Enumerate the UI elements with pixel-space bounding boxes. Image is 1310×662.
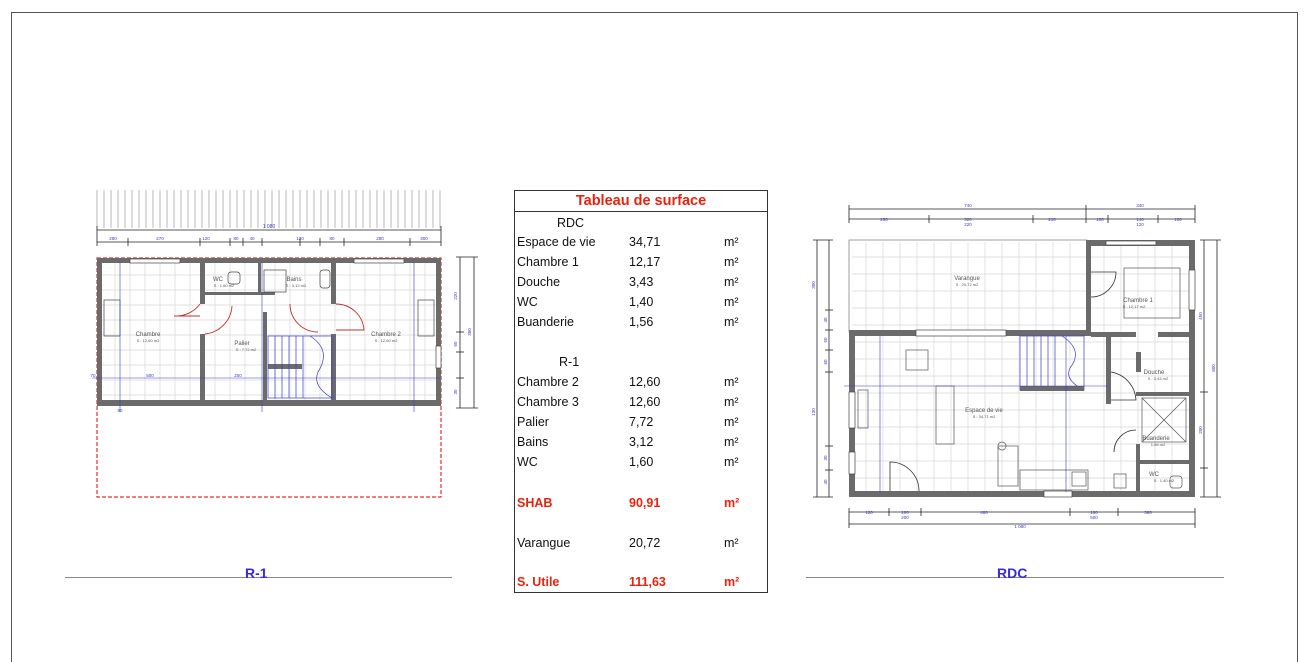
dim-right: 360 bbox=[467, 328, 472, 336]
dim-top: 140 bbox=[1136, 217, 1144, 222]
room-label: WC bbox=[213, 277, 223, 283]
dim-top: 320 bbox=[964, 217, 972, 222]
dim-top: 100 bbox=[1096, 217, 1104, 222]
dim-left: 300 bbox=[811, 281, 816, 289]
row-unit: m² bbox=[724, 395, 739, 409]
row-unit: m² bbox=[724, 415, 739, 429]
room-label: Douche bbox=[1143, 370, 1165, 376]
row-unit: m² bbox=[724, 575, 740, 589]
row-value: 1,60 bbox=[629, 455, 654, 469]
dim-top: 220 bbox=[964, 222, 972, 227]
row-value: 1,40 bbox=[629, 295, 654, 309]
room-label: Chambre 2 bbox=[371, 332, 401, 338]
row-value: 90,91 bbox=[629, 496, 661, 510]
surface-table bbox=[514, 190, 768, 593]
row-unit: m² bbox=[724, 455, 739, 469]
dim-right: 450 bbox=[1198, 312, 1203, 320]
walls bbox=[849, 240, 1195, 497]
row-value: 7,72 bbox=[629, 415, 654, 429]
table-row bbox=[515, 415, 769, 433]
row-name: WC bbox=[517, 295, 538, 309]
table-row bbox=[515, 435, 769, 453]
dim-bottom: 480 bbox=[980, 510, 988, 515]
dim-left: 50 bbox=[823, 337, 828, 343]
room-label: Bains bbox=[286, 277, 302, 283]
room-area: S : 1,60 m2 bbox=[213, 283, 235, 288]
room-area: S : 20,72 m2 bbox=[955, 282, 979, 287]
dim-top: 740 bbox=[964, 203, 972, 208]
dim-small: 70 bbox=[90, 373, 96, 378]
room-area: S : 1,40 m2 bbox=[1153, 478, 1175, 483]
dim-bottom: 360 bbox=[1144, 510, 1152, 515]
row-value: 20,72 bbox=[629, 536, 661, 550]
row-unit: m² bbox=[724, 255, 739, 269]
row-unit: m² bbox=[724, 375, 739, 389]
row-value: 12,60 bbox=[629, 395, 661, 409]
stair-wall bbox=[1020, 386, 1084, 391]
dim-bottom: 200 bbox=[901, 515, 909, 520]
row-value: 12,17 bbox=[629, 255, 661, 269]
surface-table-title: Tableau de surface bbox=[515, 191, 767, 212]
dim-top: 100 bbox=[1174, 217, 1182, 222]
dim-top: 280 bbox=[376, 236, 384, 241]
row-unit: m² bbox=[724, 435, 739, 449]
staircase bbox=[1020, 336, 1084, 390]
room-area: S : 7,72 m2 bbox=[235, 347, 257, 352]
room-label: Palier bbox=[234, 341, 250, 347]
row-unit: m² bbox=[724, 496, 740, 510]
room-area: S : 12,60 m2 bbox=[136, 338, 160, 343]
dim-top-total: 1 080 bbox=[262, 224, 276, 230]
dim-right: 800 bbox=[1211, 364, 1216, 372]
utile-row bbox=[515, 575, 769, 593]
dim-right: 30 bbox=[453, 389, 458, 395]
dim-top: 250 bbox=[880, 217, 888, 222]
dim-right: 220 bbox=[453, 292, 458, 300]
table-row bbox=[515, 275, 769, 293]
row-unit: m² bbox=[724, 315, 739, 329]
dim-bottom: 160 bbox=[1090, 510, 1098, 515]
row-name: Varangue bbox=[517, 536, 571, 550]
row-name: Chambre 3 bbox=[517, 395, 579, 409]
room-label: Chambre bbox=[135, 332, 161, 338]
row-unit: m² bbox=[724, 235, 739, 249]
table-row bbox=[515, 375, 769, 393]
doors bbox=[890, 272, 1136, 491]
room-area: S : 3,43 m2 bbox=[1147, 376, 1169, 381]
dim-right: 200 bbox=[1198, 426, 1203, 434]
dim-left: 40 bbox=[823, 479, 828, 485]
caption-r1: R-1 bbox=[245, 565, 268, 581]
row-name: Chambre 1 bbox=[517, 255, 579, 269]
room-area: 1,56 m2 bbox=[1150, 442, 1166, 447]
row-name: SHAB bbox=[517, 496, 553, 510]
table-row bbox=[515, 235, 769, 253]
dim-top: 280 bbox=[109, 236, 117, 241]
caption-rdc: RDC bbox=[997, 565, 1028, 581]
dim-left: 60 bbox=[823, 359, 828, 365]
dim-top: 120 bbox=[202, 236, 210, 241]
row-unit: m² bbox=[724, 536, 739, 550]
dim-left: 40 bbox=[823, 317, 828, 323]
room-area: S : 3,12 m2 bbox=[285, 283, 307, 288]
row-value: 12,60 bbox=[629, 375, 661, 389]
dim-bottom: 500 bbox=[1090, 515, 1098, 520]
row-value: 3,43 bbox=[629, 275, 654, 289]
room-label: Buanderie bbox=[1142, 436, 1170, 442]
room-area: S : 34,71 m2 bbox=[972, 414, 996, 419]
table-row bbox=[515, 455, 769, 473]
dim-mid: 200 bbox=[234, 373, 242, 378]
row-name: Buanderie bbox=[517, 315, 574, 329]
row-unit: m² bbox=[724, 275, 739, 289]
rdc-header: RDC bbox=[557, 216, 585, 230]
room-label: Espace de vie bbox=[965, 408, 1003, 414]
dim-top: 120 bbox=[296, 236, 304, 241]
row-name: Espace de vie bbox=[517, 235, 596, 249]
table-row bbox=[515, 395, 769, 413]
windows bbox=[849, 241, 1195, 497]
table-row bbox=[515, 255, 769, 273]
dim-top: 340 bbox=[1136, 203, 1144, 208]
dim-bottom-total: 1 080 bbox=[1014, 524, 1026, 529]
room-area: S : 12,17 m2 bbox=[1122, 304, 1146, 309]
dim-bottom: 100 bbox=[901, 510, 909, 515]
row-value: 34,71 bbox=[629, 235, 661, 249]
dim-bottom: 120 bbox=[865, 510, 873, 515]
row-value: 1,56 bbox=[629, 315, 654, 329]
row-value: 111,63 bbox=[629, 575, 666, 589]
room-label: Varangue bbox=[954, 276, 980, 282]
dim-top: 120 bbox=[1136, 222, 1144, 227]
row-value: 3,12 bbox=[629, 435, 654, 449]
row-name: Bains bbox=[517, 435, 549, 449]
table-row bbox=[515, 315, 769, 333]
shab-row bbox=[515, 496, 769, 514]
dim-mid: 500 bbox=[146, 373, 154, 378]
dim-top: 300 bbox=[420, 236, 428, 241]
dim-top: 270 bbox=[156, 236, 164, 241]
row-name: WC bbox=[517, 455, 538, 469]
dim-right: 60 bbox=[453, 341, 458, 347]
dim-top: 80 bbox=[233, 236, 239, 241]
dim-top: 210 bbox=[1048, 217, 1056, 222]
r1-header: R-1 bbox=[559, 355, 580, 369]
table-row bbox=[515, 295, 769, 313]
room-area: S : 12,60 m2 bbox=[374, 338, 398, 343]
row-name: Douche bbox=[517, 275, 561, 289]
dim-top: 40 bbox=[249, 236, 255, 241]
room-label: WC bbox=[1149, 472, 1159, 478]
room-label: Chambre 1 bbox=[1123, 298, 1153, 304]
varangue-row bbox=[515, 536, 769, 554]
row-unit: m² bbox=[724, 295, 739, 309]
dim-left: 30 bbox=[823, 455, 828, 461]
dim-small: 90 bbox=[117, 408, 123, 413]
row-name: Chambre 2 bbox=[517, 375, 579, 389]
row-name: S. Utile bbox=[517, 575, 560, 589]
row-name: Palier bbox=[517, 415, 549, 429]
dim-left: 130 bbox=[811, 408, 816, 416]
dim-top: 80 bbox=[329, 236, 335, 241]
